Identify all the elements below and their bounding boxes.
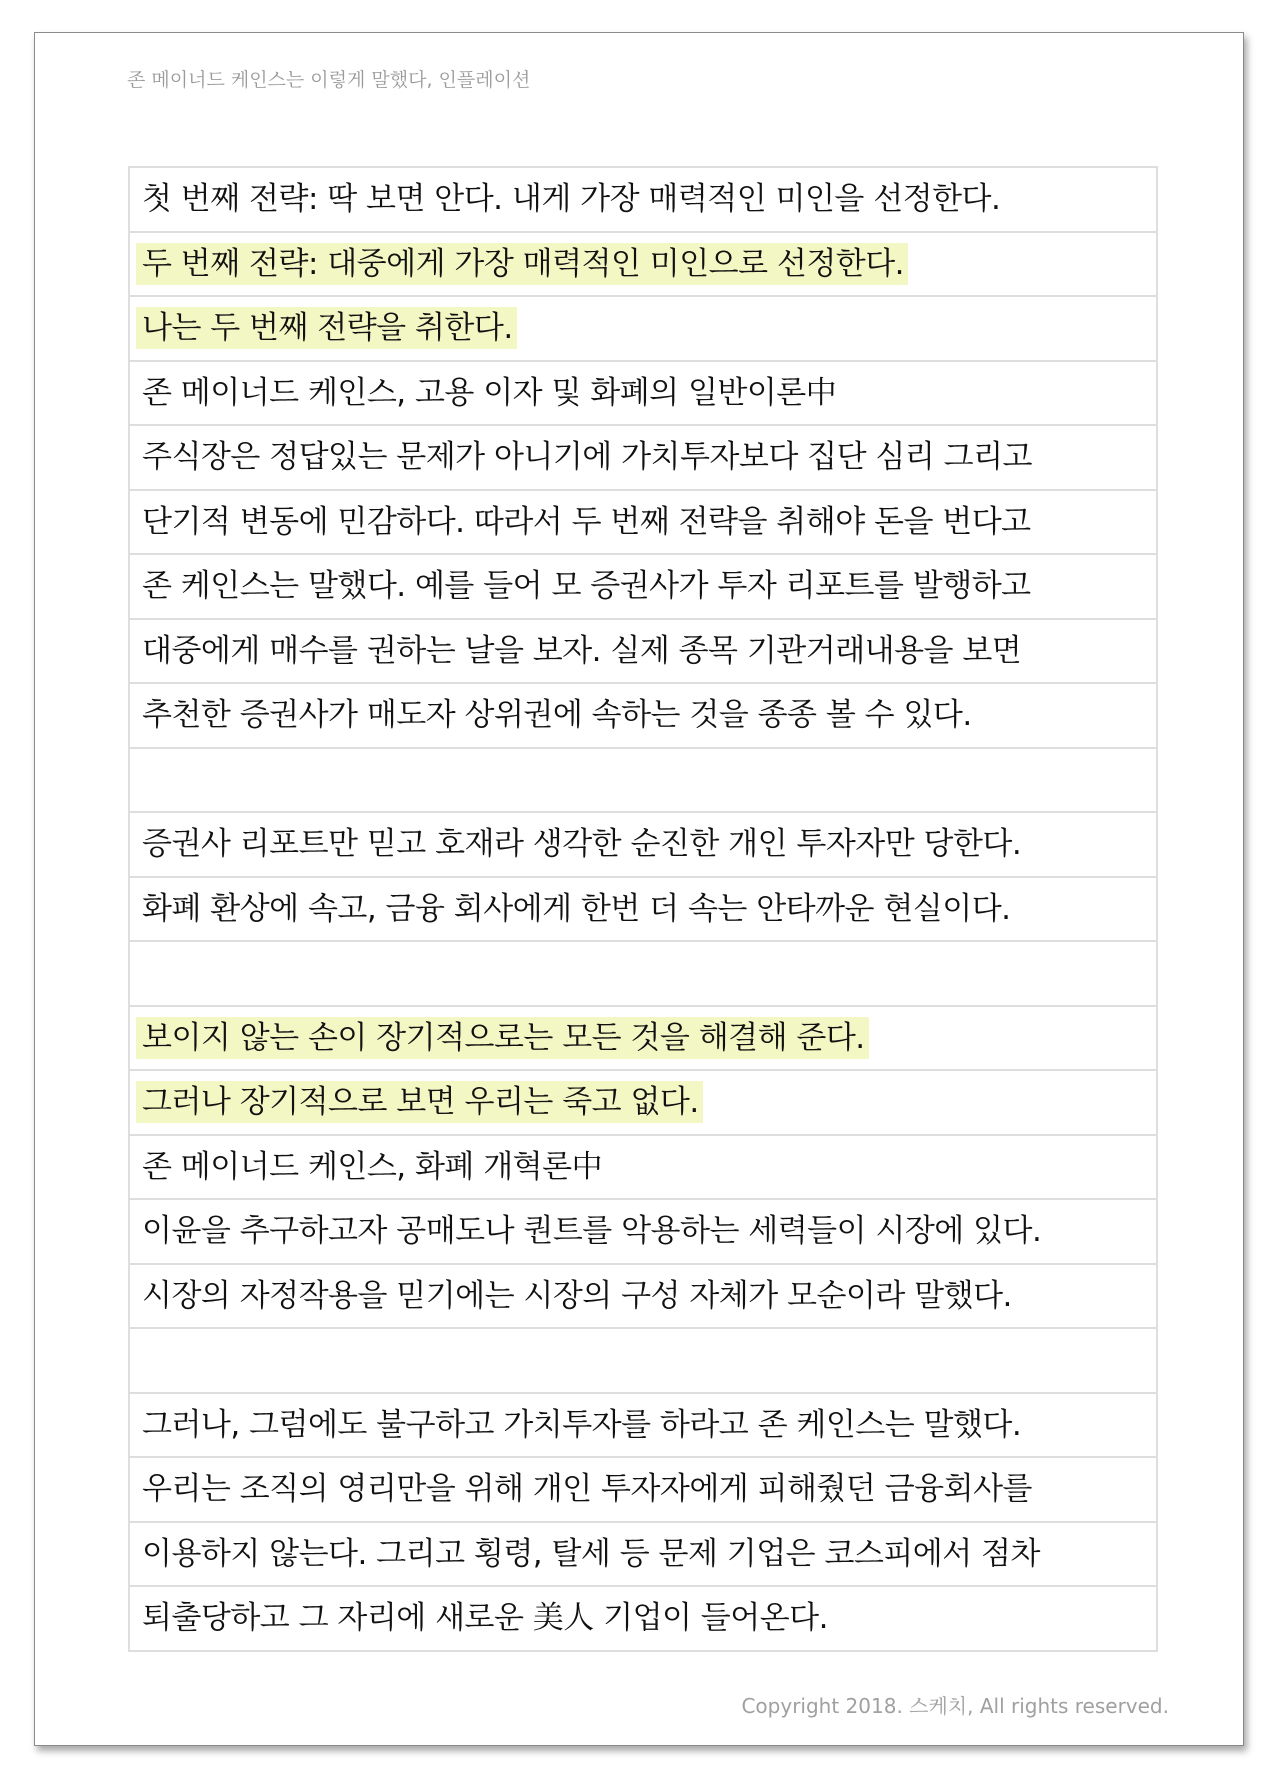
line-text: 대중에게 매수를 권하는 날을 보자. 실제 종목 기관거래내용을 보면 [142,632,1022,669]
text-line [130,1136,1156,1201]
text-line [130,1523,1156,1588]
line-text: 그러나 장기적으로 보면 우리는 죽고 없다. [136,1081,703,1123]
line-text: 우리는 조직의 영리만을 위해 개인 투자자에게 피해줬던 금융회사를 [142,1471,1032,1508]
document-page [34,32,1244,1746]
text-line [130,168,1156,233]
text-line [130,233,1156,298]
text-line [130,491,1156,556]
text-line [130,942,1156,1007]
line-text: 존 메이너드 케인스, 화폐 개혁론中 [142,1148,603,1185]
text-line [130,1007,1156,1072]
line-text: 나는 두 번째 전략을 취한다. [136,307,517,349]
text-line [130,1587,1156,1652]
text-line [130,1200,1156,1265]
text-line [130,1329,1156,1394]
line-text: 화폐 환상에 속고, 금융 회사에게 한번 더 속는 안타까운 현실이다. [142,890,1011,927]
ruled-text-block [128,166,1158,1652]
line-text: 두 번째 전략: 대중에게 가장 매력적인 미인으로 선정한다. [136,243,908,285]
line-text: 존 케인스는 말했다. 예를 들어 모 증권사가 투자 리포트를 발행하고 [142,568,1031,605]
text-line [130,555,1156,620]
line-text: 존 메이너드 케인스, 고용 이자 및 화폐의 일반이론中 [142,374,837,411]
text-line [130,1394,1156,1459]
text-line [130,1265,1156,1330]
line-text: 퇴출당하고 그 자리에 새로운 美人 기업이 들어온다. [142,1600,828,1637]
text-line [130,1458,1156,1523]
text-line [130,813,1156,878]
text-line [130,1071,1156,1136]
line-text: 추천한 증권사가 매도자 상위권에 속하는 것을 종종 볼 수 있다. [142,697,972,734]
text-line [130,362,1156,427]
text-line [130,620,1156,685]
copyright-footer: Copyright 2018. 스케치, All rights reserved. [741,1694,1169,1718]
line-text: 그러나, 그럼에도 불구하고 가치투자를 하라고 존 케인스는 말했다. [142,1406,1022,1443]
line-text: 이윤을 추구하고자 공매도나 퀀트를 악용하는 세력들이 시장에 있다. [142,1213,1042,1250]
document-header-title: 존 메이너드 케인스는 이렇게 말했다, 인플레이션 [127,69,531,91]
line-text: 단기적 변동에 민감하다. 따라서 두 번째 전략을 취해야 돈을 번다고 [142,503,1031,540]
text-line [130,749,1156,814]
line-text: 시장의 자정작용을 믿기에는 시장의 구성 자체가 모순이라 말했다. [142,1277,1012,1314]
line-text: 보이지 않는 손이 장기적으로는 모든 것을 해결해 준다. [136,1017,869,1059]
text-line [130,684,1156,749]
line-text: 첫 번째 전략: 딱 보면 안다. 내게 가장 매력적인 미인을 선정한다. [142,181,1001,218]
text-line [130,297,1156,362]
text-line [130,426,1156,491]
line-text: 이용하지 않는다. 그리고 횡령, 탈세 등 문제 기업은 코스피에서 점차 [142,1535,1040,1572]
text-line [130,878,1156,943]
line-text: 주식장은 정답있는 문제가 아니기에 가치투자보다 집단 심리 그리고 [142,439,1032,476]
line-text: 증권사 리포트만 믿고 호재라 생각한 순진한 개인 투자자만 당한다. [142,826,1022,863]
